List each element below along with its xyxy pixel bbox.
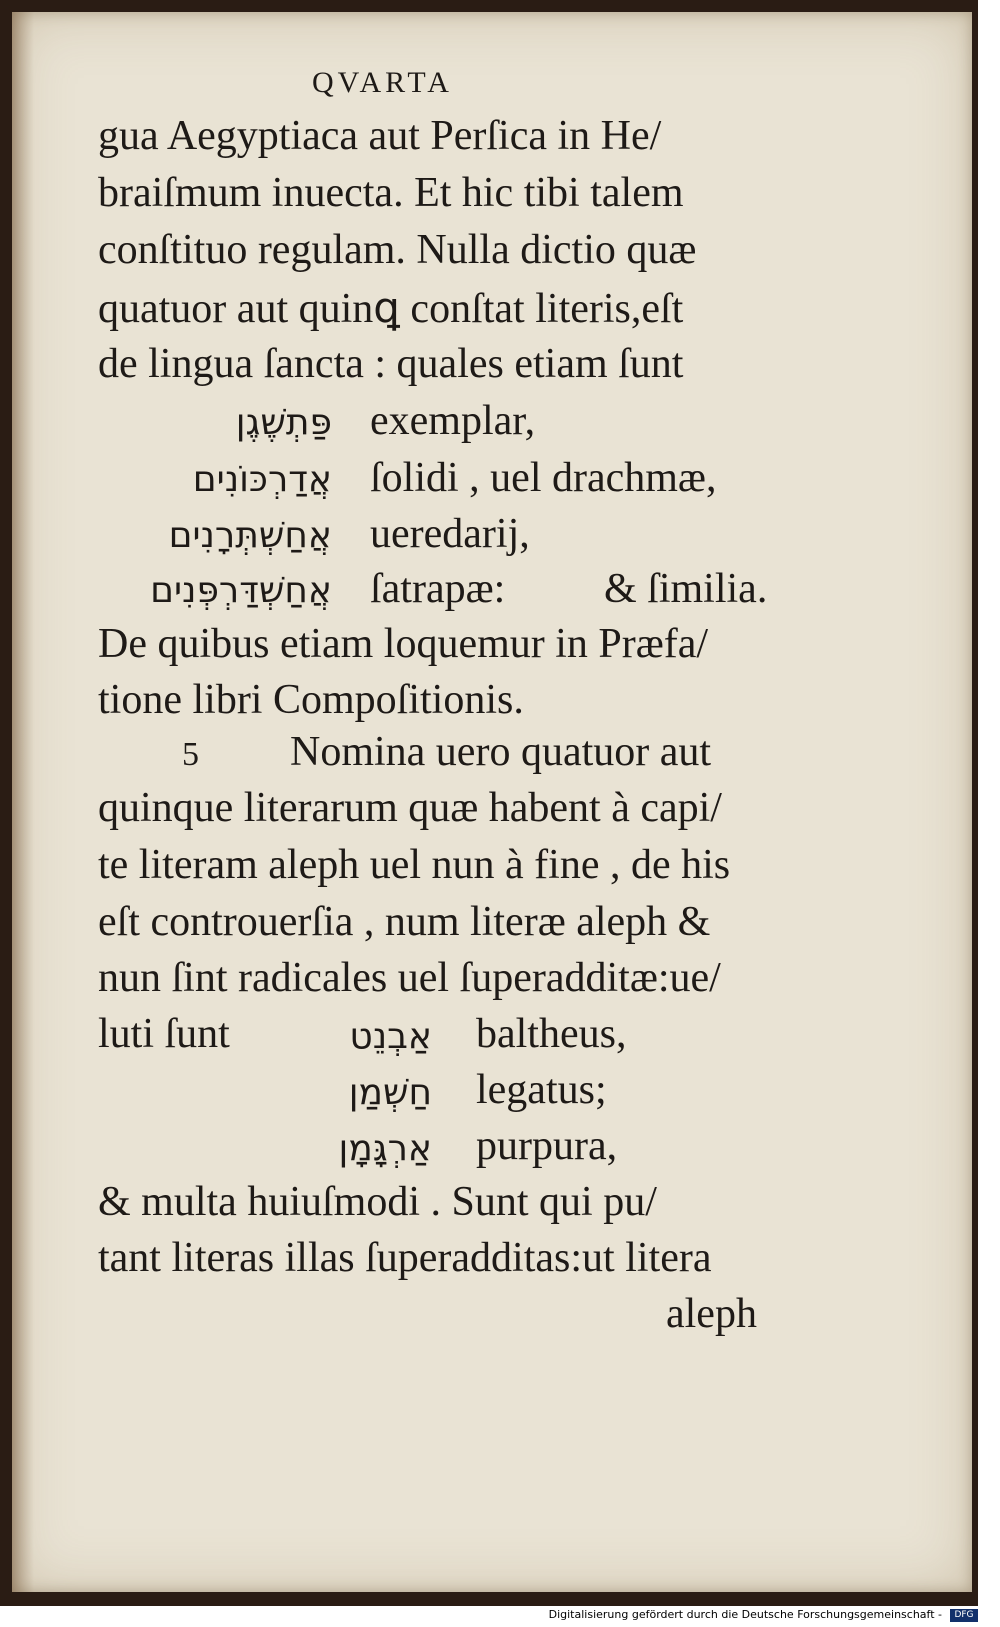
- dfg-logo: DFG: [950, 1609, 978, 1622]
- latin-gloss: legatus;: [476, 1067, 607, 1113]
- hebrew-word: אַבְנֵט: [349, 1016, 432, 1057]
- catchword: aleph: [666, 1291, 757, 1337]
- hebrew-word: פַּתְשֶׁגֶן: [235, 402, 332, 443]
- text-line: braiſmum inuecta. Et hic tibi talem: [98, 170, 684, 216]
- text-line: conſtituo regulam. Nulla dictio quæ: [98, 227, 697, 273]
- hebrew-word: אֲחַשְׁדַּרְפְּנִים: [150, 570, 332, 611]
- text-line: nun ſint radicales uel ſuperadditæ:ue/: [98, 955, 721, 1001]
- text-line: quinque literarum quæ habent à capi/: [98, 785, 722, 831]
- running-head: QVARTA: [312, 66, 453, 99]
- text-line: tant literas illas ſuperadditas:ut litera: [98, 1235, 712, 1281]
- hebrew-word: אֲדַרְכּוֹנִים: [192, 459, 332, 500]
- text-line: & multa huiuſmodi . Sunt qui pu/: [98, 1179, 657, 1225]
- text-line: tione libri Compoſitionis.: [98, 677, 524, 723]
- similia-text: & ſimilia.: [604, 566, 768, 612]
- latin-gloss: baltheus,: [476, 1011, 627, 1057]
- text-line: de lingua ſancta : quales etiam ſunt: [98, 341, 684, 387]
- section-number: 5: [182, 736, 199, 773]
- text-line: te literam aleph uel nun à fine , de his: [98, 842, 731, 888]
- latin-gloss: ueredarij,: [370, 511, 530, 557]
- text-line: De quibus etiam loquemur in Præfa/: [98, 621, 709, 667]
- text-line: eſt controuerſia , num literæ aleph &: [98, 899, 711, 945]
- latin-gloss: ſolidi , uel drachmæ,: [370, 455, 717, 501]
- text-line: Nomina uero quatuor aut: [290, 729, 712, 775]
- book-page: [12, 12, 972, 1592]
- page-spine-shadow: [12, 12, 34, 1592]
- text-line: luti ſunt: [98, 1011, 230, 1057]
- digitization-credit: Digitalisierung gefördert durch die Deutsche Forschungsgemeinschaft -: [548, 1608, 942, 1621]
- text-line: quatuor aut quinꝗ conſtat literis,eſt: [98, 286, 684, 332]
- hebrew-word: חַשְׁמַן: [348, 1072, 432, 1113]
- hebrew-word: אֲחַשְׁתְּרָנִים: [168, 515, 332, 556]
- latin-gloss: purpura,: [476, 1123, 618, 1169]
- text-line: gua Aegyptiaca aut Perſica in He/: [98, 113, 662, 159]
- latin-gloss: exemplar,: [370, 398, 536, 444]
- hebrew-word: אַרְגָּמָן: [338, 1128, 432, 1169]
- latin-gloss: ſatrapæ:: [370, 566, 506, 612]
